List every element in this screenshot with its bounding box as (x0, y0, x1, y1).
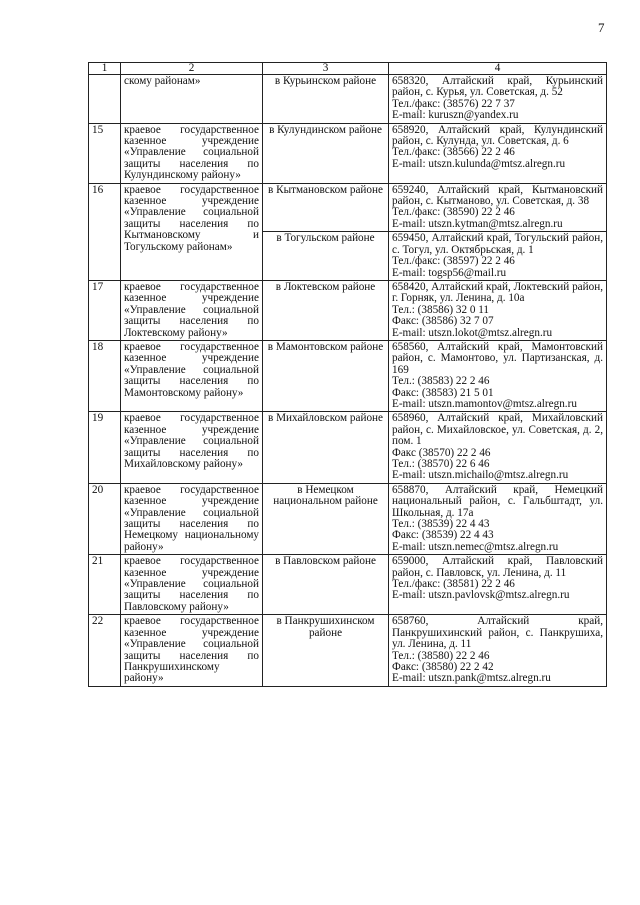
institutions-table (88, 62, 607, 687)
phone-number: Факс: (38583) 21 5 01 (392, 386, 494, 399)
contact-cell (389, 280, 607, 340)
institution-name: краевое государственное казенное учреждение «Управление социальной защиты населения по Кулундинскому району» (121, 123, 263, 183)
postal-address: 659000, Алтайский край, Павловский район, с. Павловск, ул. Ленина, д. 11 (392, 555, 603, 579)
phone-number: Факс (38570) 22 2 46 (392, 446, 491, 459)
email-address[interactable]: E-mail: utszn.michailo@mtsz.alregn.ru (392, 469, 569, 482)
phone-number: Тел.: (38583) 22 2 46 (392, 375, 490, 388)
phone-number: Факс: (38586) 32 7 07 (392, 315, 494, 328)
phone-number: Тел./факс: (38597) 22 2 46 (392, 255, 515, 268)
institution-name: краевое государственное казенное учреждение «Управление социальной защиты населения по Панкрушихинскому району» (121, 615, 263, 686)
phone-number: Тел.: (38570) 22 6 46 (392, 458, 490, 470)
contact-cell (389, 615, 607, 686)
email-address[interactable]: E-mail: utszn.pavlovsk@mtsz.alregn.ru (392, 589, 570, 602)
phone-number: Тел./факс: (38581) 22 2 46 (392, 578, 515, 591)
postal-address: 658420, Алтайский край, Локтевский район, г. Горняк, ул. Ленина, д. 10а (392, 280, 603, 305)
postal-address: 658320, Алтайский край, Курьинский район, с. Курья, ул. Советская, д. 52 (392, 75, 603, 99)
table-row (89, 555, 607, 615)
row-number: 16 (89, 183, 121, 280)
contact-cell (389, 232, 607, 281)
email-address[interactable]: E-mail: utszn.kytman@mtsz.alregn.ru (392, 217, 563, 230)
district-cell: в Тогульском районе (263, 232, 389, 281)
postal-address: 658920, Алтайский край, Кулундинский район, с. Кулунда, ул. Советская, д. 6 (392, 123, 603, 148)
row-number: 21 (89, 555, 121, 615)
district-cell: в Кытмановском районе (263, 183, 389, 232)
postal-address: 658960, Алтайский край, Михайловский район, с. Михайловское, ул. Советская, д. 2, пом. 1 (392, 412, 603, 448)
institution-name: краевое государственное казенное учреждение «Управление социальной защиты населения по Кытмановскому и Тогульскому районам» (121, 183, 263, 280)
phone-number: Тел.: (38580) 22 2 46 (392, 649, 490, 662)
table-row (89, 280, 607, 340)
table-body (89, 75, 607, 687)
contact-cell (389, 123, 607, 183)
page-number: 7 (598, 20, 605, 35)
institution-name: скому районам» (121, 75, 263, 124)
table-row (89, 75, 607, 124)
table-row (89, 340, 607, 411)
phone-number: Тел./факс: (38590) 22 2 46 (392, 206, 515, 219)
table-row (89, 483, 607, 554)
institution-name: краевое государственное казенное учреждение «Управление социальной защиты населения по Немецкому национальному району» (121, 483, 263, 554)
email-address[interactable]: E-mail: utszn.kulunda@mtsz.alregn.ru (392, 157, 566, 170)
email-address[interactable]: E-mail: utszn.mamontov@mtsz.alregn.ru (392, 397, 577, 410)
district-cell: в Михайловском районе (263, 412, 389, 483)
district-cell: в Немецком национальном районе (263, 483, 389, 554)
postal-address: 659450, Алтайский край, Тогульский район, с. Тогул, ул. Октябрьская, д. 1 (392, 232, 603, 256)
institution-name: краевое государственное казенное учреждение «Управление социальной защиты населения по Михайловскому району» (121, 412, 263, 483)
phone-number: Тел.: (38586) 32 0 11 (392, 303, 490, 316)
contact-cell (389, 75, 607, 124)
email-address[interactable]: E-mail: togsp56@mail.ru (392, 266, 507, 279)
contact-cell (389, 555, 607, 615)
district-cell: в Панкрушихинском районе (263, 615, 389, 686)
contact-cell (389, 340, 607, 411)
table-row (89, 615, 607, 686)
postal-address: 658560, Алтайский край, Мамонтовский район, с. Мамонтово, ул. Партизанская, д. 169 (392, 340, 603, 376)
contact-cell (389, 412, 607, 483)
email-address[interactable]: E-mail: kuruszn@yandex.ru (392, 109, 519, 122)
row-number: 18 (89, 340, 121, 411)
phone-number: Факс: (38580) 22 2 42 (392, 660, 494, 673)
institution-name: краевое государственное казенное учреждение «Управление социальной защиты населения по Локтевскому району» (121, 280, 263, 340)
row-number: 15 (89, 123, 121, 183)
district-cell: в Мамонтовском районе (263, 340, 389, 411)
row-number: 22 (89, 615, 121, 686)
district-cell: в Локтевском районе (263, 280, 389, 340)
district-cell: в Кулундинском районе (263, 123, 389, 183)
column-number: 1 (89, 63, 121, 75)
column-number: 2 (121, 63, 263, 75)
contact-cell (389, 483, 607, 554)
table-row (89, 412, 607, 483)
column-number: 4 (389, 63, 607, 75)
contact-cell (389, 183, 607, 232)
postal-address: 658760, Алтайский край, Панкрушихинский район, с. Панкрушиха, ул. Ленина, д. 11 (392, 615, 603, 651)
email-address[interactable]: E-mail: utszn.nemec@mtsz.alregn.ru (392, 540, 559, 553)
phone-number: Тел.: (38539) 22 4 43 (392, 518, 490, 531)
institution-name: краевое государственное казенное учреждение «Управление социальной защиты населения по Павловскому району» (121, 555, 263, 615)
email-address[interactable]: E-mail: utszn.pank@mtsz.alregn.ru (392, 672, 551, 685)
column-number: 3 (263, 63, 389, 75)
phone-number: Факс: (38539) 22 4 43 (392, 529, 494, 542)
postal-address: 658870, Алтайский край, Немецкий национальный район, с. Гальбштадт, ул. Школьная, д. 17а (392, 483, 603, 519)
postal-address: 659240, Алтайский край, Кытмановский район, с. Кытманово, ул. Советская, д. 38 (392, 183, 603, 208)
row-number: 17 (89, 280, 121, 340)
district-cell: в Курьинском районе (263, 75, 389, 124)
institution-name: краевое государственное казенное учреждение «Управление социальной защиты населения по Мамонтовскому району» (121, 340, 263, 411)
table-row (89, 183, 607, 232)
phone-number: Тел./факс: (38566) 22 2 46 (392, 146, 515, 159)
row-number: 19 (89, 412, 121, 483)
table-row (89, 123, 607, 183)
row-number (89, 75, 121, 124)
column-number-row (89, 63, 607, 75)
row-number: 20 (89, 483, 121, 554)
phone-number: Тел./факс: (38576) 22 7 37 (392, 97, 515, 110)
district-cell: в Павловском районе (263, 555, 389, 615)
email-address[interactable]: E-mail: utszn.lokot@mtsz.alregn.ru (392, 326, 553, 339)
